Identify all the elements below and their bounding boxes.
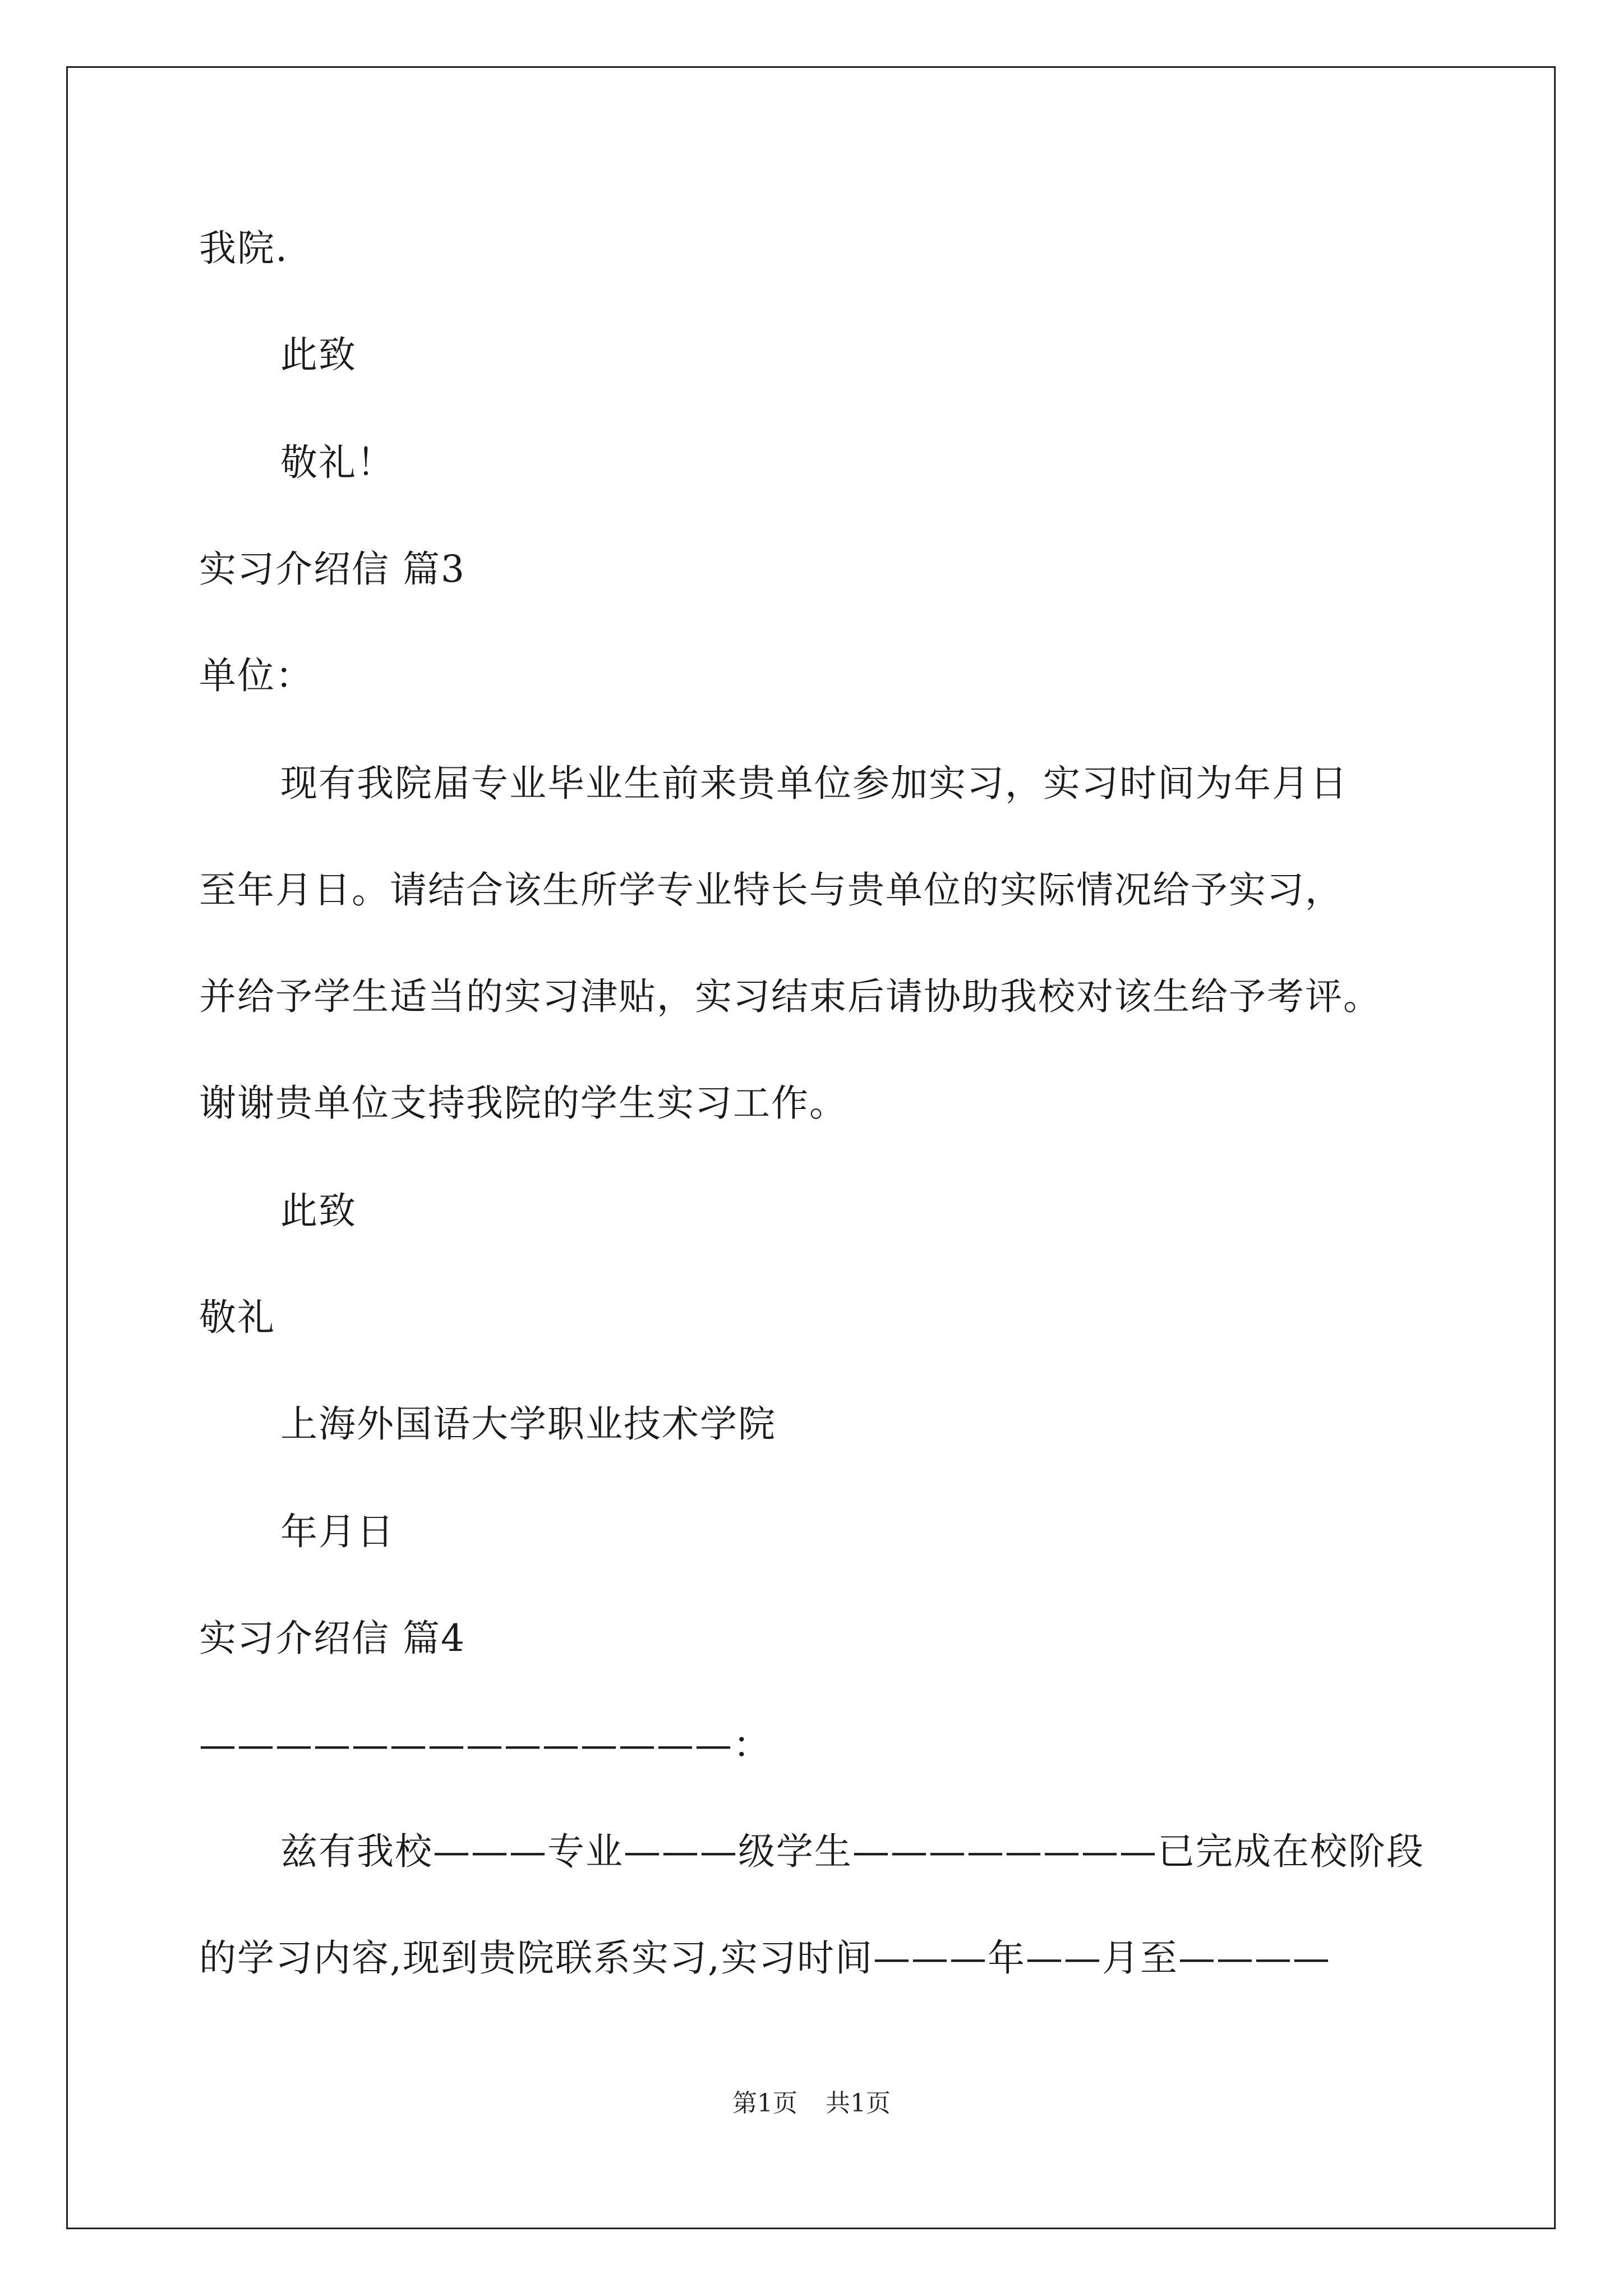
page-footer bbox=[0, 2087, 1623, 2120]
text-line: 年月日 bbox=[280, 1510, 395, 1553]
text-line: 谢谢贵单位支持我院的学生实习工作。 bbox=[199, 1082, 847, 1125]
page-total: 共1页 bbox=[826, 2089, 891, 2118]
text-line: 此致 bbox=[280, 1189, 357, 1232]
page-number: 第1页 bbox=[732, 2089, 797, 2118]
text-line: 至年月日。请结合该生所学专业特长与贵单位的实际情况给予实习， bbox=[199, 868, 1343, 912]
text-line: 我院. bbox=[199, 227, 288, 270]
section-heading: 实习介绍信 篇4 bbox=[199, 1617, 465, 1660]
text-line: 并给予学生适当的实习津贴，实习结束后请协助我校对该生给予考评。 bbox=[199, 975, 1381, 1018]
text-line: ——————————————： bbox=[199, 1723, 771, 1766]
page-border bbox=[66, 66, 1556, 2229]
text-line: 上海外国语大学职业技术学院 bbox=[280, 1402, 776, 1446]
text-line: 单位： bbox=[199, 654, 313, 697]
text-line: 的学习内容,现到贵院联系实习,实习时间———年——月至———— bbox=[199, 1936, 1331, 1980]
text-line: 兹有我校———专业———级学生————————已完成在校阶段 bbox=[280, 1830, 1424, 1873]
text-line: 敬礼 bbox=[199, 1296, 275, 1339]
text-line: 敬礼！ bbox=[280, 441, 395, 484]
text-line: 现有我院届专业毕业生前来贵单位参加实习，实习时间为年月日 bbox=[280, 762, 1348, 805]
text-line: 此致 bbox=[280, 333, 357, 376]
section-heading: 实习介绍信 篇3 bbox=[199, 547, 465, 591]
